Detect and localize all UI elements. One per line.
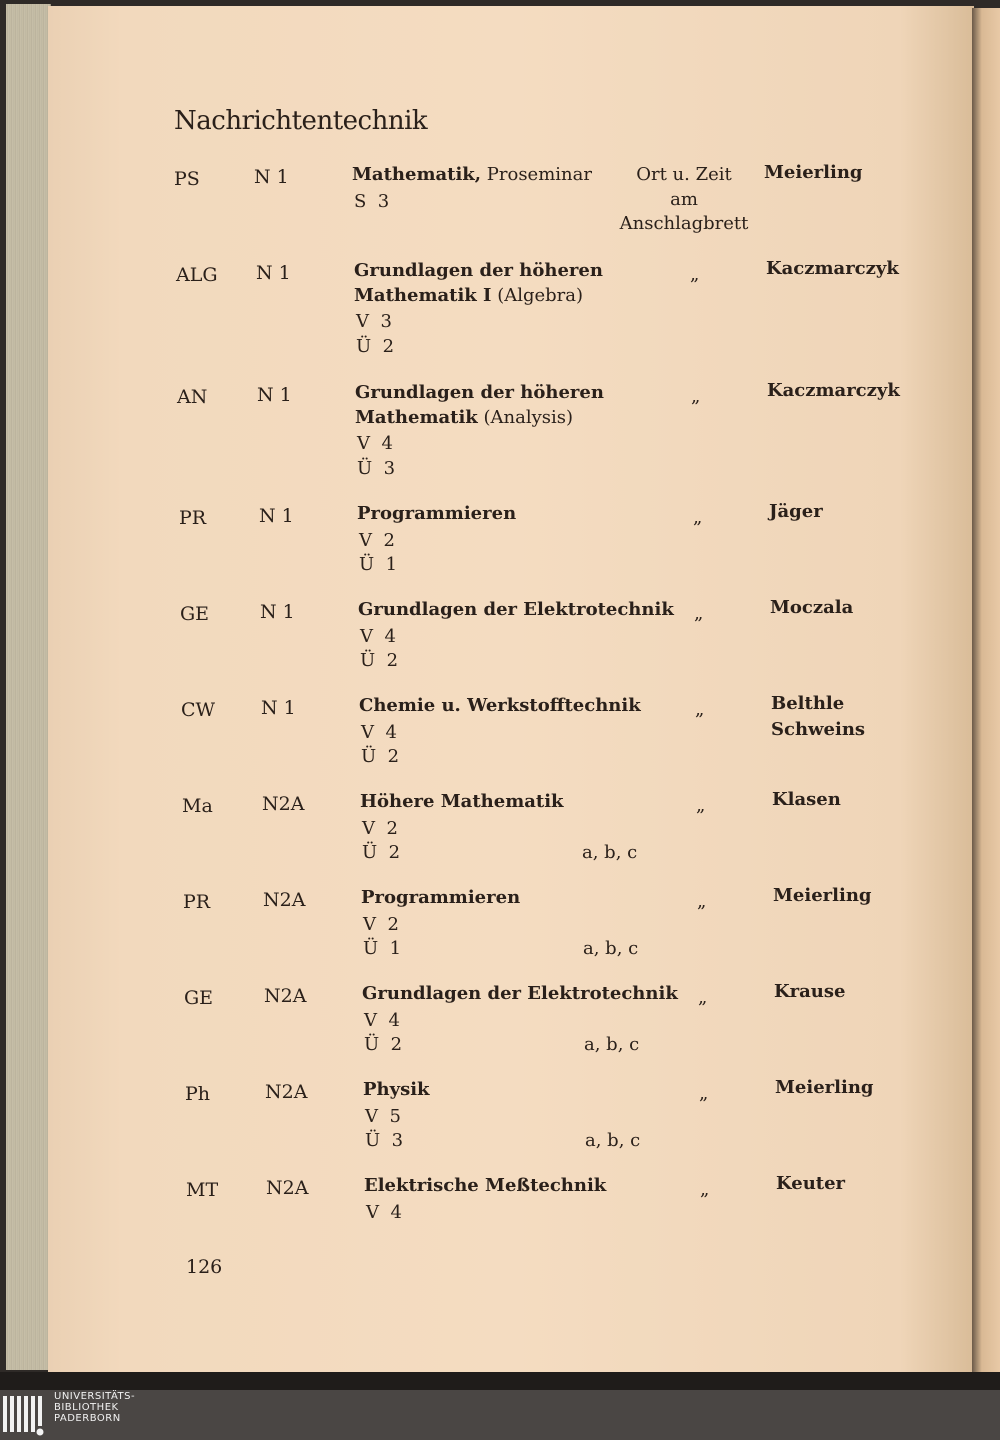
course-semester: N 1 (261, 697, 296, 719)
course-title-line-2-normal: (Algebra) (491, 284, 584, 306)
course-title-line-2 (355, 407, 573, 429)
course-title-bold: Grundlagen der höheren (354, 260, 603, 281)
course-title (355, 382, 604, 404)
course-code: Ma (182, 795, 213, 817)
course-code: Ph (185, 1083, 211, 1105)
course-hours: S 3 (354, 190, 390, 212)
library-name-line-1: UNIVERSITÄTS- (54, 1391, 136, 1402)
course-hours: V 5 (365, 1105, 401, 1127)
course-lecturer: Kaczmarczyk (766, 258, 899, 279)
course-code: PS (174, 168, 200, 190)
book-page (48, 6, 974, 1372)
ort-ditto-mark: „ (696, 795, 706, 816)
course-semester: N2A (263, 889, 306, 911)
course-code: PR (179, 507, 207, 529)
library-name-line-2: BIBLIOTHEK (54, 1402, 119, 1413)
ort-ditto-mark: „ (698, 987, 708, 1008)
course-title-bold: Physik (363, 1079, 430, 1100)
ort-ditto-mark: „ (699, 1083, 709, 1104)
course-title-bold: Höhere Mathematik (360, 791, 564, 812)
ort-ditto-mark: „ (700, 1179, 710, 1200)
course-code: AN (177, 386, 208, 408)
ort-ditto-mark: „ (693, 507, 703, 528)
course-code: ALG (176, 264, 218, 286)
course-title-bold: Grundlagen der Elektrotechnik (362, 983, 678, 1004)
course-semester: N 1 (257, 384, 292, 406)
course-lecturer: Meierling (775, 1077, 874, 1098)
ort-ditto-mark: „ (695, 699, 705, 720)
facing-page-edge (972, 8, 1000, 1374)
course-semester: N 1 (256, 262, 291, 284)
course-hours: V 2 (359, 529, 395, 551)
course-title-bold: Elektrische Meßtechnik (364, 1175, 607, 1196)
course-groups: a, b, c (584, 1034, 640, 1055)
course-lecturer: Moczala (770, 597, 854, 618)
ort-ditto-mark: „ (694, 603, 704, 624)
ort-header-line-2: am (670, 189, 698, 210)
book-page-edges (6, 4, 51, 1370)
course-lecturer: Kaczmarczyk (767, 380, 900, 401)
course-semester: N 1 (259, 505, 294, 527)
course-lecturer: Meierling (773, 885, 872, 906)
course-title (363, 1079, 430, 1101)
ort-header-line-3: Anschlagbrett (619, 213, 749, 234)
course-hours: V 4 (366, 1201, 402, 1223)
ort-header-line-1: Ort u. Zeit (636, 164, 732, 185)
course-lecturer: Krause (774, 981, 846, 1002)
course-hours: Ü 2 (362, 842, 401, 863)
course-hours: V 4 (357, 433, 393, 454)
course-title (354, 260, 603, 282)
course-semester: N2A (264, 985, 307, 1007)
course-groups: a, b, c (585, 1130, 641, 1151)
course-semester: N 1 (260, 601, 295, 623)
library-footer (0, 1390, 1000, 1440)
course-groups: a, b, c (583, 938, 639, 959)
ort-ditto-mark: „ (697, 891, 707, 912)
course-title (364, 1175, 606, 1197)
ort-ditto-mark: „ (691, 386, 701, 407)
course-title (352, 164, 592, 186)
course-title (357, 503, 516, 525)
course-hours: Ü 2 (364, 1034, 403, 1055)
course-semester: N2A (266, 1177, 309, 1199)
course-lecturer: Klasen (772, 789, 841, 810)
page-number: 126 (186, 1256, 223, 1278)
course-title-line-2-normal: (Analysis) (477, 406, 574, 428)
course-hours: V 4 (361, 721, 397, 743)
course-code: CW (181, 699, 216, 721)
course-semester: N2A (262, 793, 305, 815)
course-lecturer: Jäger (769, 501, 823, 522)
course-title-normal: Proseminar (481, 164, 592, 185)
course-hours: V 3 (356, 311, 392, 332)
course-title (358, 599, 674, 621)
course-code: MT (186, 1179, 219, 1201)
course-title (362, 983, 678, 1005)
course-groups: a, b, c (582, 842, 638, 863)
course-semester: N2A (265, 1081, 308, 1103)
course-lecturer: Schweins (771, 719, 866, 740)
course-title (360, 791, 564, 813)
library-name-line-3: PADERBORN (54, 1413, 121, 1424)
course-hours: Ü 3 (365, 1130, 404, 1151)
course-semester: N 1 (254, 166, 289, 188)
course-code: PR (183, 891, 211, 913)
course-lecturer: Meierling (764, 162, 863, 183)
course-hours: Ü 2 (361, 746, 400, 767)
course-hours: Ü 3 (357, 457, 396, 479)
course-hours: V 4 (360, 625, 396, 647)
library-logo-icon (2, 1392, 50, 1438)
course-code: GE (184, 987, 214, 1009)
course-title-bold: Programmieren (361, 887, 521, 908)
course-title-line-2 (354, 285, 583, 307)
course-hours: V 4 (364, 1009, 400, 1031)
course-hours: Ü 1 (359, 554, 398, 575)
course-title (361, 887, 520, 909)
course-title (359, 695, 641, 717)
course-hours: Ü 1 (363, 938, 402, 959)
library-name (54, 1391, 135, 1424)
course-title-bold: Grundlagen der Elektrotechnik (358, 599, 674, 620)
course-title-line-2-bold: Mathematik I (354, 284, 492, 306)
course-title-bold: Chemie u. Werkstofftechnik (359, 695, 641, 716)
course-hours: V 2 (362, 817, 398, 839)
course-title-bold: Programmieren (357, 503, 517, 524)
ort-ditto-mark: „ (690, 264, 700, 285)
course-code: GE (180, 603, 210, 625)
course-title-line-2-bold: Mathematik (355, 406, 478, 428)
course-hours: V 2 (363, 913, 399, 935)
page-heading: Nachrichtentechnik (174, 106, 428, 136)
course-lecturer: Belthle (771, 693, 845, 714)
course-title-bold: Mathematik, (352, 164, 482, 185)
scan-bottom-edge (0, 1372, 1000, 1390)
course-hours: Ü 2 (360, 650, 399, 671)
course-hours: Ü 2 (356, 335, 395, 357)
course-title-bold: Grundlagen der höheren (355, 382, 604, 403)
course-lecturer: Keuter (776, 1173, 846, 1194)
